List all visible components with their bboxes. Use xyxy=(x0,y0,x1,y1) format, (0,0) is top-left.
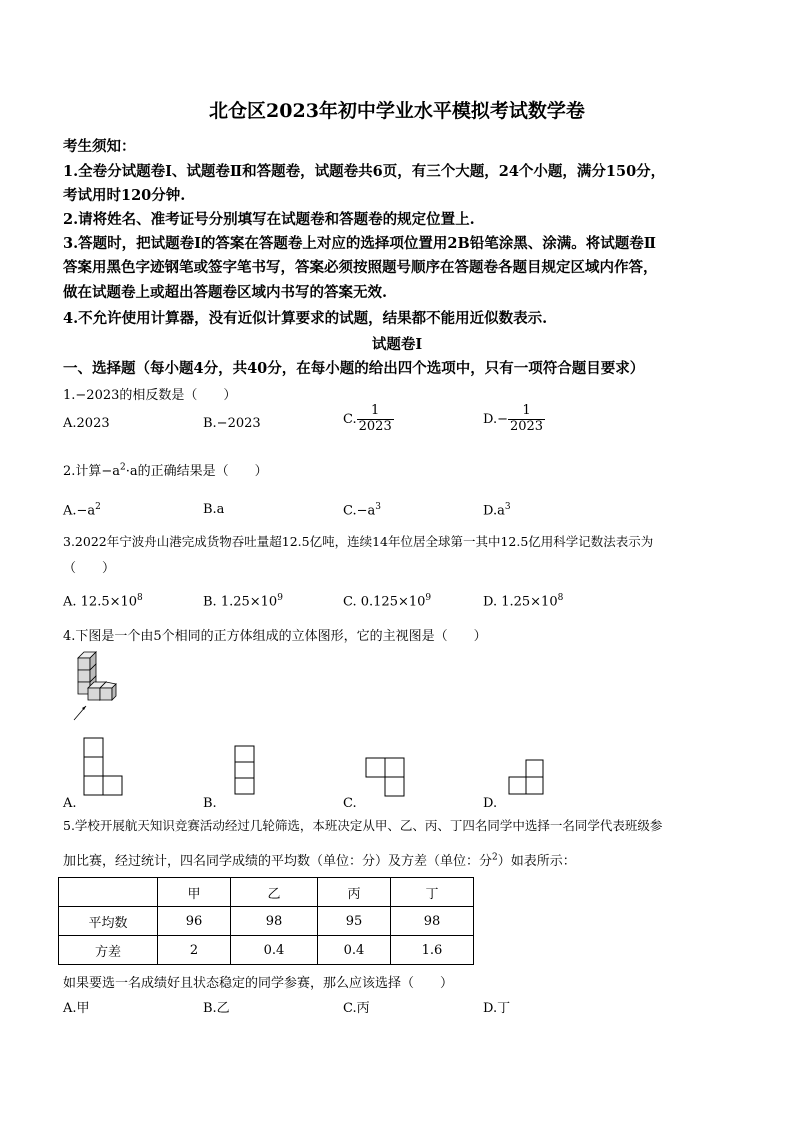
q5-option-d: D.丁 xyxy=(483,1001,511,1016)
q4-option-d-figure xyxy=(507,758,547,798)
q2-c-exp: 3 xyxy=(375,502,381,512)
q4-option-b-figure xyxy=(233,744,257,796)
q1-c-num: 1 xyxy=(357,404,394,420)
q2-stem-post: ·a的正确结果是（ ） xyxy=(125,464,268,479)
q3-option-b xyxy=(203,593,283,609)
q1-option-a: A.2023 xyxy=(63,416,110,431)
q3-b-exp: 9 xyxy=(277,593,283,603)
q3-d-base: D. 1.25×10 xyxy=(483,594,558,610)
q3-stem: 3.2022年宁波舟山港完成货物吞吐量超12.5亿吨，连续14年位居全球第一其中12.5亿用科学记数法表示为 xyxy=(63,534,654,549)
table-cell: 乙 xyxy=(231,878,318,907)
q5-stem-cont xyxy=(63,850,576,869)
q3-c-exp: 9 xyxy=(425,593,432,603)
q3-a-exp: 8 xyxy=(137,593,143,603)
q2-option-a xyxy=(63,502,101,518)
notice-item-3-cont1: 答案用黑色字迹钢笔或签字笔书写，答案必须按照题号顺序在答题卷各题目规定区域内作答， xyxy=(63,259,658,276)
q5-score-table xyxy=(58,877,474,965)
q2-d-exp: 3 xyxy=(504,502,511,512)
q2-stem-exp: 2 xyxy=(120,462,126,473)
notice-item-4: 4.不允许使用计算器，没有近似计算要求的试题，结果都不能用近似数表示. xyxy=(63,310,548,327)
q1-option-c-fraction xyxy=(357,404,394,435)
q2-stem xyxy=(63,460,268,479)
table-cell: 丙 xyxy=(318,878,391,907)
q4-option-a-figure xyxy=(82,736,126,796)
q2-d-base: D.a xyxy=(483,503,505,519)
q3-stem-cont: （ ） xyxy=(63,561,116,576)
table-cell: 丁 xyxy=(391,878,474,907)
table-row xyxy=(59,907,474,936)
q1-option-d xyxy=(483,404,545,435)
table-cell: 98 xyxy=(231,907,318,936)
q1-d-num: 1 xyxy=(508,404,545,420)
q4-option-b: B. xyxy=(203,796,217,811)
q5-option-b: B.乙 xyxy=(203,1001,230,1016)
q2-a-base: A.−a xyxy=(63,503,96,519)
table-row xyxy=(59,936,474,965)
q4-option-d: D. xyxy=(483,796,498,811)
q1-option-c xyxy=(343,404,394,435)
q5-question: 如果要选一名成绩好且状态稳定的同学参赛，那么应该选择（ ） xyxy=(63,976,454,991)
table-cell: 0.4 xyxy=(318,936,391,965)
section-title: 试题卷Ⅰ xyxy=(371,336,423,353)
q5-stem-pre: 加比赛，经过统计，四名同学成绩的平均数（单位：分）及方差（单位：分 xyxy=(63,854,493,869)
q4-solid-figure xyxy=(68,650,118,725)
q3-option-c xyxy=(343,593,431,609)
q1-c-den: 2023 xyxy=(358,418,392,434)
q3-d-exp: 8 xyxy=(557,593,564,603)
table-cell: 98 xyxy=(391,907,474,936)
page-title: 北仓区2023年初中学业水平模拟考试数学卷 xyxy=(209,100,585,122)
q1-d-den: 2023 xyxy=(509,418,544,434)
q1-option-b: B.−2023 xyxy=(203,416,261,431)
q3-c-base: C. 0.125×10 xyxy=(343,594,426,610)
q5-option-a: A.甲 xyxy=(63,1001,90,1016)
notice-item-1-cont: 考试用时120分钟. xyxy=(63,187,186,204)
table-cell: 1.6 xyxy=(391,936,474,965)
q1-option-d-fraction xyxy=(508,404,545,435)
q2-option-b: B.a xyxy=(203,502,225,517)
notice-item-3-cont2: 做在试题卷上或超出答题卷区域内书写的答案无效. xyxy=(63,284,388,301)
q1-option-d-label: D.− xyxy=(483,411,508,427)
table-cell: 平均数 xyxy=(59,907,158,936)
q2-option-d xyxy=(483,502,511,518)
q2-c-base: C.−a xyxy=(343,503,376,519)
q3-a-base: A. 12.5×10 xyxy=(63,594,138,610)
q2-option-c xyxy=(343,502,381,518)
q5-stem-post: ）如表所示： xyxy=(497,854,576,869)
table-cell: 方差 xyxy=(59,936,158,965)
notice-item-1: 1.全卷分试题卷Ⅰ、试题卷Ⅱ和答题卷，试题卷共6页，有三个大题，24个小题，满分150分， xyxy=(63,163,666,180)
q4-stem: 4.下图是一个由5个相同的正方体组成的立体图形，它的主视图是（ ） xyxy=(63,629,487,644)
q3-b-base: B. 1.25×10 xyxy=(203,594,278,610)
table-cell xyxy=(59,878,158,907)
table-row xyxy=(59,878,474,907)
q2-a-exp: 2 xyxy=(95,502,101,512)
q4-option-c-figure xyxy=(364,756,408,798)
q5-stem: 5.学校开展航天知识竞赛活动经过几轮筛选，本班决定从甲、乙、丙、丁四名同学中选择一名同学代表班级参 xyxy=(63,818,663,833)
q1-stem: 1.−2023的相反数是（ ） xyxy=(63,388,237,403)
q2-stem-pre: 2.计算−a xyxy=(63,464,121,479)
table-cell: 甲 xyxy=(158,878,231,907)
notice-item-3: 3.答题时，把试题卷Ⅰ的答案在答题卷上对应的选择项位置用2B铅笔涂黑、涂满。将试题卷Ⅱ xyxy=(63,235,656,252)
q5-stem-exp: 2 xyxy=(492,852,498,863)
notice-heading: 考生须知： xyxy=(63,138,136,155)
q5-option-c: C.丙 xyxy=(343,1001,370,1016)
q3-option-a xyxy=(63,593,143,609)
table-cell: 2 xyxy=(158,936,231,965)
table-cell: 0.4 xyxy=(231,936,318,965)
notice-item-2: 2.请将姓名、准考证号分别填写在试题卷和答题卷的规定位置上. xyxy=(63,211,475,228)
q4-option-c: C. xyxy=(343,796,357,811)
q3-option-d xyxy=(483,593,563,609)
table-cell: 95 xyxy=(318,907,391,936)
q1-option-c-label: C. xyxy=(343,411,357,427)
part1-heading: 一、选择题（每小题4分，共40分，在每小题的给出四个选项中，只有一项符合题目要求） xyxy=(63,360,645,377)
q4-option-a: A. xyxy=(63,796,77,811)
table-cell: 96 xyxy=(158,907,231,936)
